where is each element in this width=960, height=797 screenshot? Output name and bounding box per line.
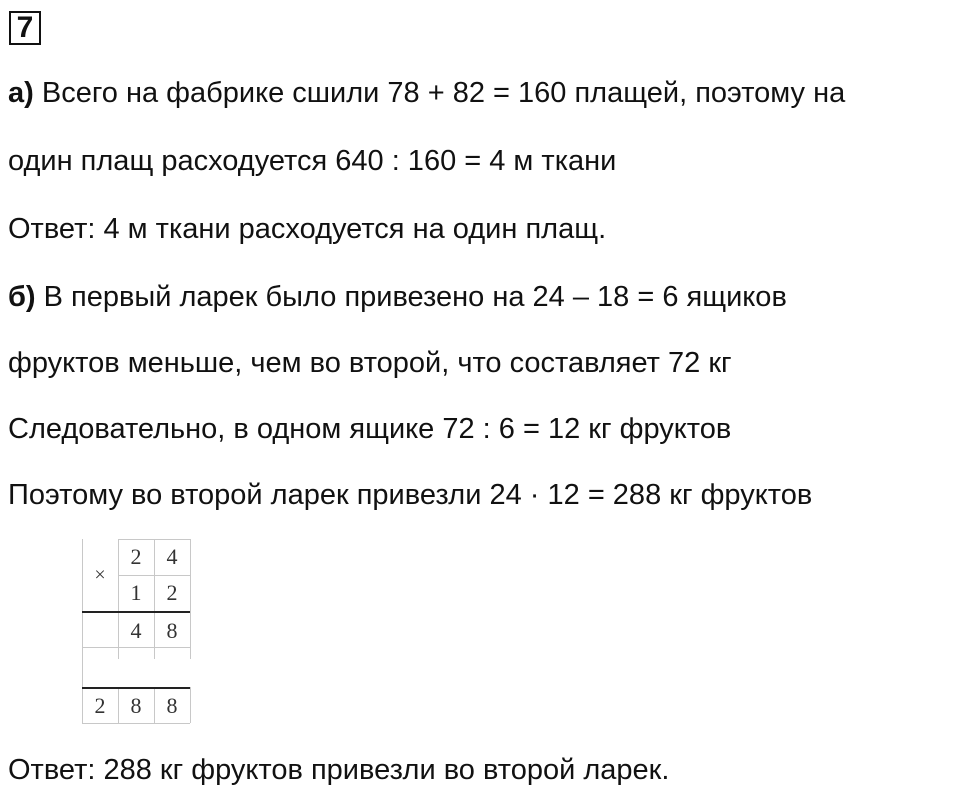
partial-product-digit: 4 <box>130 618 142 643</box>
part-b-answer: Ответ: 288 кг фруктов привезли во второй ларек. <box>8 754 670 786</box>
multiply-sign: × <box>94 564 106 586</box>
part-a-line-1 <box>8 75 845 111</box>
part-b-label: б) <box>8 281 36 313</box>
multiplicand-digit: 4 <box>166 544 178 569</box>
part-b-line-4: Поэтому во второй ларек привезли 24 · 12 = 288 кг фруктов <box>8 479 813 511</box>
multiplier-digit: 2 <box>166 580 178 605</box>
part-a-text-1: Всего на фабрике сшили 78 + 82 = 160 плащей, поэтому на <box>33 77 846 109</box>
part-a-line-2: один плащ расходуется 640 : 160 = 4 м ткани <box>8 145 617 177</box>
part-b-line-2: фруктов меньше, чем во второй, что составляет 72 кг <box>8 347 732 379</box>
part-b-text-1: В первый ларек было привезено на 24 – 18 = 6 ящиков <box>35 281 787 313</box>
multiplicand-digit: 2 <box>130 544 142 569</box>
grid-line <box>190 539 191 659</box>
result-digit: 2 <box>94 693 106 718</box>
task-number: 7 <box>16 11 34 44</box>
result-digit: 8 <box>130 693 142 718</box>
grid-line <box>190 687 191 723</box>
part-a-answer: Ответ: 4 м ткани расходуется на один плащ. <box>8 213 607 245</box>
task-number-box <box>9 11 41 45</box>
partial-product-digit: 8 <box>166 618 178 643</box>
part-a-label: а) <box>8 77 34 109</box>
part-b-line-3: Следовательно, в одном ящике 72 : 6 = 12 кг фруктов <box>8 413 732 445</box>
result-digit: 8 <box>166 693 178 718</box>
column-multiplication <box>82 539 192 723</box>
part-b-line-1 <box>8 279 787 315</box>
multiplier-digit: 1 <box>130 580 142 605</box>
